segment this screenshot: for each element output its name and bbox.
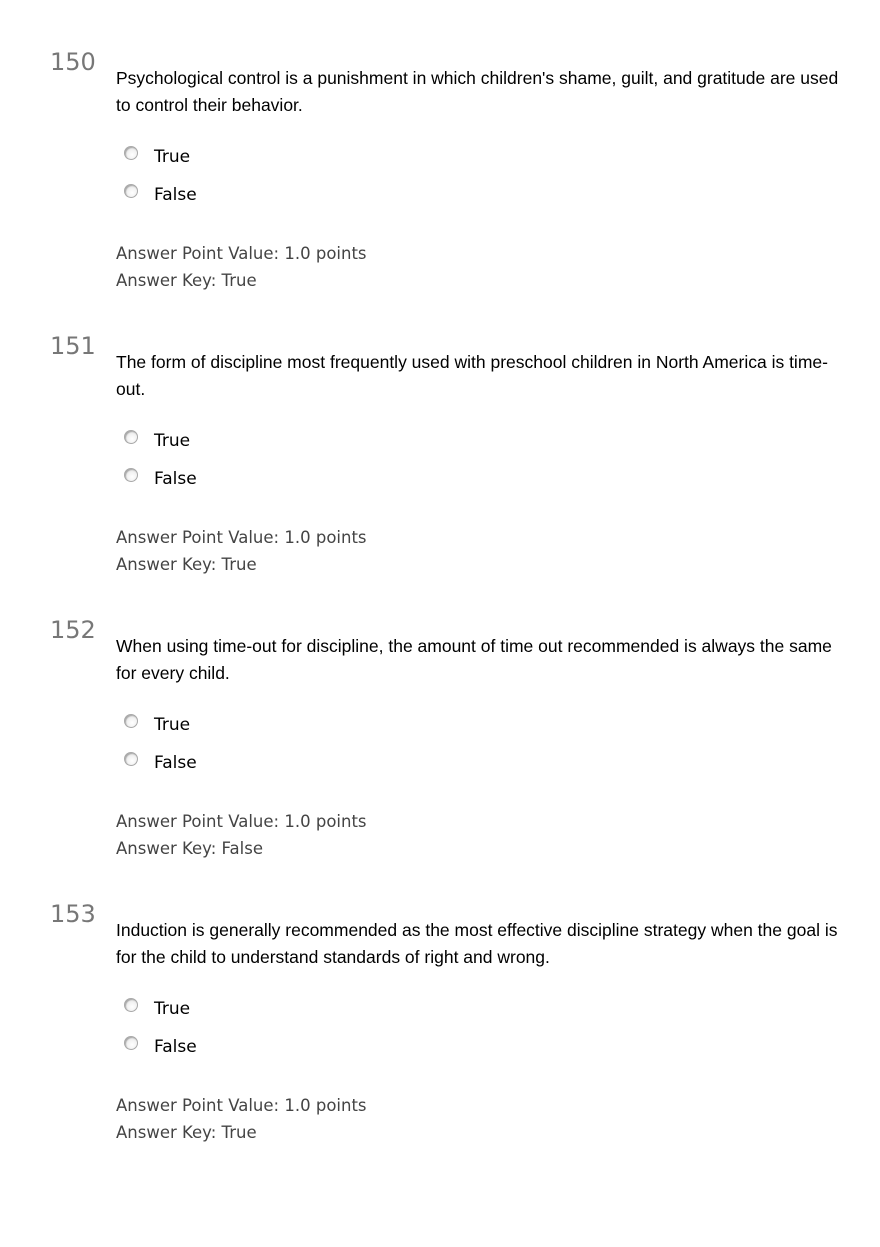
option-true[interactable] [124, 144, 324, 170]
question-text: The form of discipline most frequently used with preschool children in North America is time-out. [116, 352, 828, 399]
radio-button-icon[interactable] [124, 430, 138, 444]
option-label: False [154, 185, 197, 205]
question-150 [0, 48, 880, 332]
point-value-label: Answer Point Value: [116, 528, 280, 547]
point-value: 1.0 points [284, 812, 367, 831]
answer-key-value: True [221, 271, 257, 290]
radio-button-icon[interactable] [124, 752, 138, 766]
point-value-label: Answer Point Value: [116, 812, 280, 831]
question-text: Induction is generally recommended as the most effective discipline strategy when the goal is for the child to understand standards of right and wrong. [116, 920, 838, 967]
radio-button-icon[interactable] [124, 146, 138, 160]
point-value-label: Answer Point Value: [116, 1096, 280, 1115]
point-value: 1.0 points [284, 244, 367, 263]
option-true[interactable] [124, 996, 324, 1022]
point-value: 1.0 points [284, 1096, 367, 1115]
question-text: When using time-out for discipline, the amount of time out recommended is always the same for every child. [116, 636, 832, 683]
option-label: True [154, 431, 191, 451]
option-label: False [154, 469, 197, 489]
answer-key-value: True [221, 1123, 257, 1142]
answer-key-label: Answer Key: [116, 271, 217, 290]
question-number: 152 [50, 616, 96, 644]
question-152 [0, 616, 880, 900]
radio-button-icon[interactable] [124, 1036, 138, 1050]
option-true[interactable] [124, 712, 324, 738]
point-value: 1.0 points [284, 528, 367, 547]
radio-button-icon[interactable] [124, 468, 138, 482]
answer-key-label: Answer Key: [116, 1123, 217, 1142]
question-number: 150 [50, 48, 96, 76]
question-number: 153 [50, 900, 96, 928]
option-false[interactable] [124, 1034, 324, 1060]
question-153 [0, 900, 880, 1184]
answer-key [116, 838, 263, 860]
option-label: False [154, 1037, 197, 1057]
answer-key-label: Answer Key: [116, 839, 217, 858]
option-false[interactable] [124, 182, 324, 208]
answer-point-value [116, 243, 367, 265]
answer-point-value [116, 527, 367, 549]
radio-button-icon[interactable] [124, 714, 138, 728]
answer-key [116, 1122, 257, 1144]
question-text: Psychological control is a punishment in which children's shame, guilt, and gratitude are used to control their behavior. [116, 68, 839, 115]
option-label: True [154, 999, 191, 1019]
option-true[interactable] [124, 428, 324, 454]
answer-key-label: Answer Key: [116, 555, 217, 574]
option-label: False [154, 753, 197, 773]
radio-button-icon[interactable] [124, 998, 138, 1012]
option-label: True [154, 715, 191, 735]
question-151 [0, 332, 880, 616]
answer-key [116, 270, 257, 292]
option-label: True [154, 147, 191, 167]
option-false[interactable] [124, 750, 324, 776]
question-number: 151 [50, 332, 96, 360]
answer-key [116, 554, 257, 576]
answer-point-value [116, 811, 367, 833]
option-false[interactable] [124, 466, 324, 492]
answer-point-value [116, 1095, 367, 1117]
radio-button-icon[interactable] [124, 184, 138, 198]
answer-key-value: False [221, 839, 263, 858]
point-value-label: Answer Point Value: [116, 244, 280, 263]
answer-key-value: True [221, 555, 257, 574]
